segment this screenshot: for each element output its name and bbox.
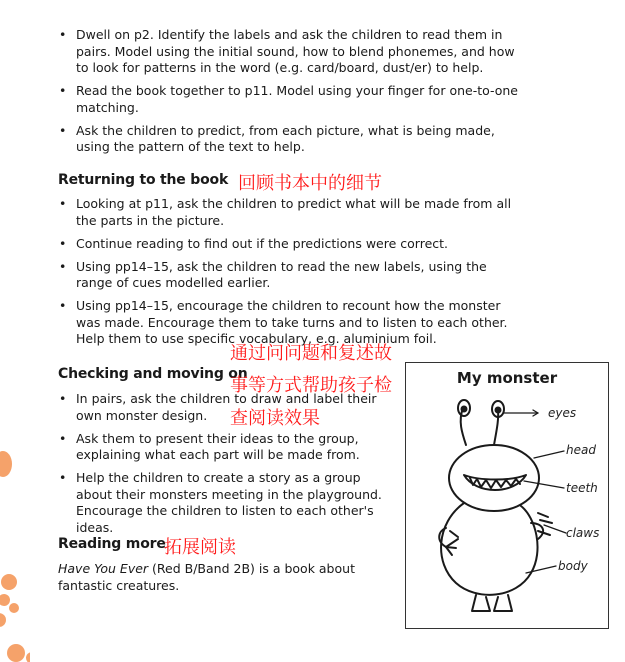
- list-item: • Ask the children to predict, from each picture, what is being made, using the pattern of the text to help.: [58, 123, 520, 156]
- list-item: • Help the children to create a story as a group about their monsters meeting in the playground. Encourage the children to listen to each other's ideas.: [58, 470, 400, 536]
- reading-more-text: (Red B/Band 2B) is a book about fantastic creatures.: [58, 561, 355, 593]
- figure-label: head: [566, 443, 596, 457]
- reading-more-paragraph: [58, 561, 400, 594]
- annotation-note: 查阅读效果: [230, 408, 320, 429]
- checking-bullet-list: [58, 391, 400, 543]
- list-item: • Using pp14–15, encourage the children to recount how the monster was made. Encourage them to take turns and to listen to each other. Help them to use specific vocabulary, e.g. aluminium foil.: [58, 298, 520, 348]
- paint-splat-decoration: [0, 450, 30, 662]
- reading-more-heading: Reading more: [58, 536, 166, 552]
- monster-figure-box: [405, 362, 609, 629]
- annotation-note: 通过问问题和复述故: [230, 343, 392, 364]
- figure-label: eyes: [548, 406, 577, 420]
- list-item: • In pairs, ask the children to draw and label their own monster design.: [58, 391, 400, 424]
- list-item: • Ask them to present their ideas to the group, explaining what each part will be made from.: [58, 431, 400, 464]
- list-item: • Continue reading to find out if the predictions were correct.: [58, 236, 520, 253]
- monster-drawing-icon: [406, 363, 608, 628]
- list-item: • Read the book together to p11. Model using your finger for one-to-one matching.: [58, 83, 520, 116]
- book-title: Have You Ever: [58, 561, 149, 576]
- list-item: • Looking at p11, ask the children to predict what will be made from all the parts in the picture.: [58, 196, 520, 229]
- list-item: • Using pp14–15, ask the children to read the new labels, using the range of cues modelled earlier.: [58, 259, 520, 292]
- list-item: • Dwell on p2. Identify the labels and ask the children to read them in pairs. Model using the initial sound, how to blend phonemes, and how to look for patterns in the word (e.g. card/board, dust/er) to help.: [58, 27, 520, 77]
- figure-title: My monster: [456, 369, 558, 387]
- figure-label: teeth: [566, 481, 598, 495]
- returning-heading: Returning to the book: [58, 172, 229, 188]
- checking-heading: Checking and moving on: [58, 366, 248, 382]
- annotation-note: 回顾书本中的细节: [238, 173, 382, 194]
- returning-bullet-list: [58, 196, 520, 354]
- annotation-note: 拓展阅读: [164, 537, 236, 558]
- annotation-note: 事等方式帮助孩子检: [230, 375, 392, 396]
- intro-bullet-list: [58, 27, 520, 162]
- figure-label: body: [558, 559, 588, 573]
- figure-label: claws: [566, 526, 600, 540]
